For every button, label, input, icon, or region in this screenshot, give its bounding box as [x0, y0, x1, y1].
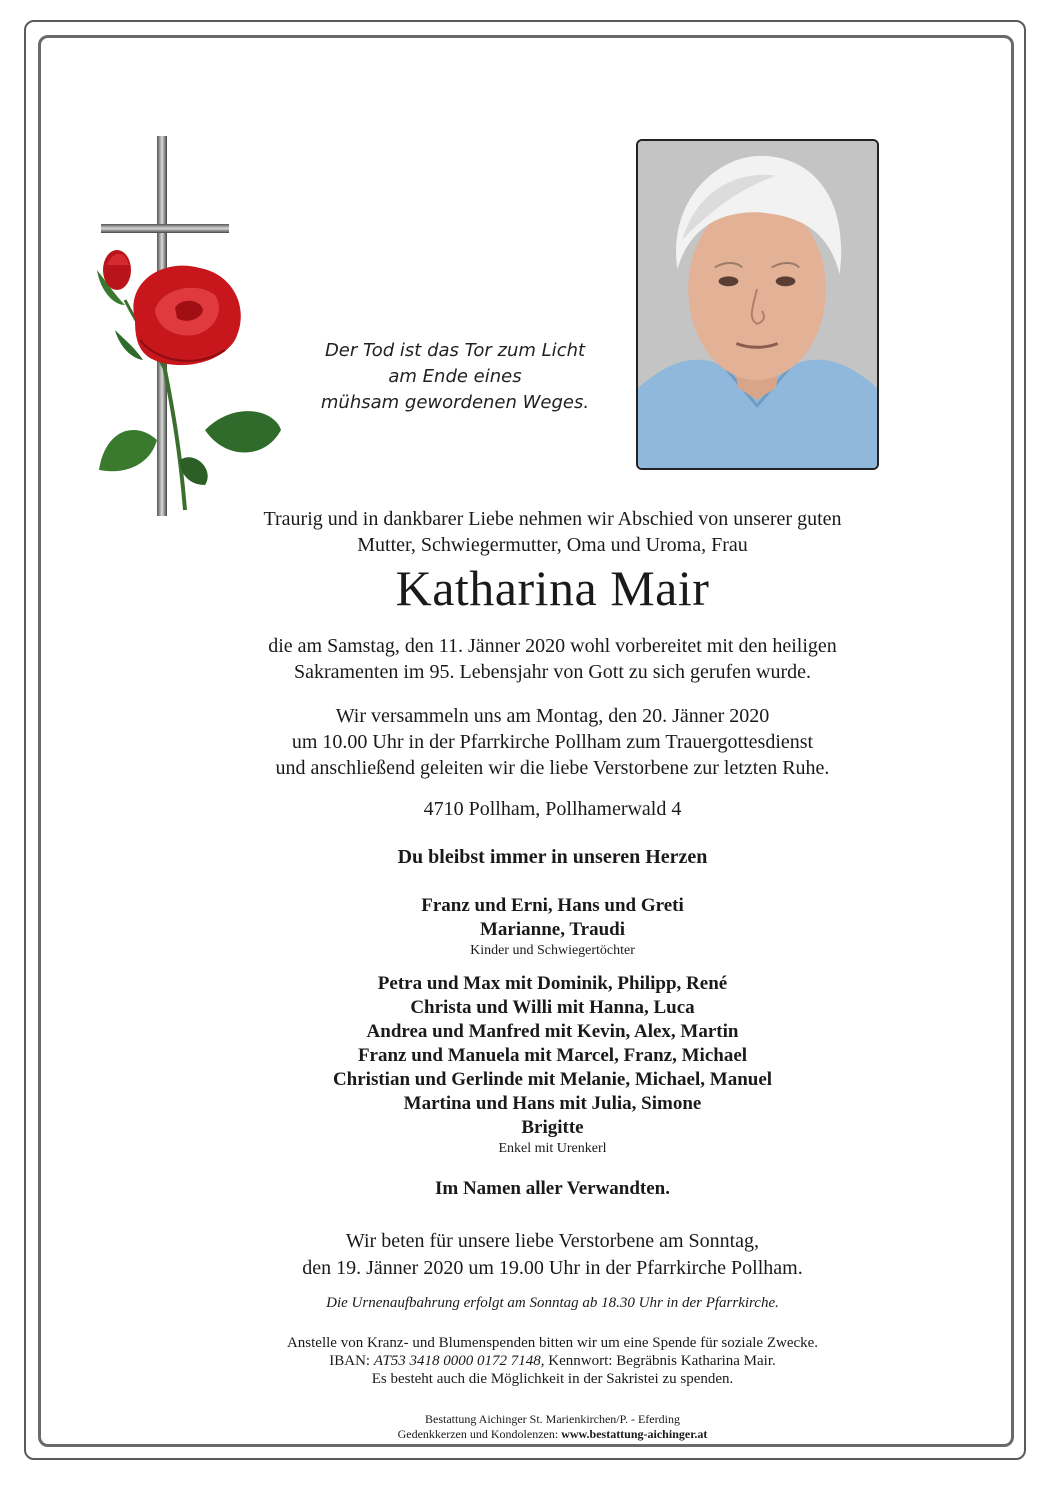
funeral-line: Wir versammeln uns am Montag, den 20. Jänner 2020 [335, 705, 770, 727]
funeral-line: um 10.00 Uhr in der Pfarrkirche Pollham zum Trauergottesdienst [291, 731, 814, 753]
prayer-line: Wir beten für unsere liebe Verstorbene am Sonntag, [345, 1230, 760, 1252]
iban-value: AT53 3418 0000 0172 7148, [373, 1353, 545, 1369]
grandchildren-line: Christa und Willi mit Hanna, Luca [410, 997, 695, 1018]
children-caption: Kinder und Schwiegertöchter [470, 943, 635, 958]
grandchildren-line: Franz und Manuela mit Marcel, Franz, Michael [357, 1045, 748, 1066]
intro-line: Mutter, Schwiegermutter, Oma und Uroma, Frau [357, 534, 748, 556]
grandchildren-line: Petra und Max mit Dominik, Philipp, René [377, 973, 728, 994]
prayer-line: den 19. Jänner 2020 um 19.00 Uhr in der Pfarrkirche Pollham. [302, 1257, 803, 1279]
intro-text [110, 506, 995, 558]
donation-line: Anstelle von Kranz- und Blumenspenden bitten wir um eine Spende für soziale Zwecke. [286, 1335, 819, 1351]
grandchildren-line: Brigitte [521, 1117, 584, 1138]
deceased-name: Katharina Mair [395, 560, 710, 616]
footer-condolences [110, 1427, 995, 1442]
quote-line: am Ende eines [388, 366, 522, 387]
cross-rose-icon [85, 130, 290, 525]
iban-suffix: Kennwort: Begräbnis Katharina Mair. [544, 1353, 776, 1369]
grandchildren-line: Christian und Gerlinde mit Melanie, Michael, Manuel [332, 1069, 773, 1090]
motto: Du bleibst immer in unseren Herzen [397, 846, 708, 868]
website-link[interactable]: www.bestattung-aichinger.at [561, 1427, 708, 1441]
footer-funeral-home: Bestattung Aichinger St. Marienkirchen/P. - Eferding [425, 1412, 680, 1426]
grandchildren-line: Andrea und Manfred mit Kevin, Alex, Martin [366, 1021, 739, 1042]
grandchildren-caption: Enkel mit Urenkerl [498, 1141, 607, 1156]
grandchildren-line: Martina und Hans mit Julia, Simone [403, 1093, 702, 1114]
children-list [110, 894, 995, 960]
relatives-line: Im Namen aller Verwandten. [434, 1178, 671, 1199]
portrait-photo [636, 139, 879, 470]
quote-line: Der Tod ist das Tor zum Licht [324, 340, 586, 361]
memorial-quote [300, 338, 610, 416]
grandchildren-list [110, 972, 995, 1158]
donation-info [110, 1334, 995, 1388]
footer [110, 1412, 995, 1442]
portrait-illustration [638, 141, 877, 468]
death-notice [110, 633, 995, 685]
children-line: Marianne, Traudi [480, 919, 625, 940]
address: 4710 Pollham, Pollhamerwald 4 [423, 798, 682, 820]
cross-with-rose-illustration [85, 130, 290, 525]
donation-line: Es besteht auch die Möglichkeit in der Sakristei zu spenden. [371, 1371, 734, 1387]
funeral-info [110, 703, 995, 781]
iban-label: IBAN: [329, 1353, 374, 1369]
children-line: Franz und Erni, Hans und Greti [421, 895, 684, 916]
funeral-line: und anschließend geleiten wir die liebe Verstorbene zur letzten Ruhe. [275, 757, 830, 779]
death-notice-line: Sakramenten im 95. Lebensjahr von Gott zu sich gerufen wurde. [293, 661, 812, 683]
prayer-info [110, 1228, 995, 1282]
intro-line: Traurig und in dankbarer Liebe nehmen wir Abschied von unserer guten [263, 508, 842, 530]
urn-note: Die Urnenaufbahrung erfolgt am Sonntag ab 18.30 Uhr in der Pfarrkirche. [326, 1295, 779, 1311]
death-notice-line: die am Samstag, den 11. Jänner 2020 wohl vorbereitet mit den heiligen [268, 635, 837, 657]
footer-condolences-label: Gedenkkerzen und Kondolenzen: [397, 1427, 562, 1441]
quote-line: mühsam gewordenen Weges. [320, 392, 590, 413]
donation-iban-line [110, 1352, 995, 1370]
